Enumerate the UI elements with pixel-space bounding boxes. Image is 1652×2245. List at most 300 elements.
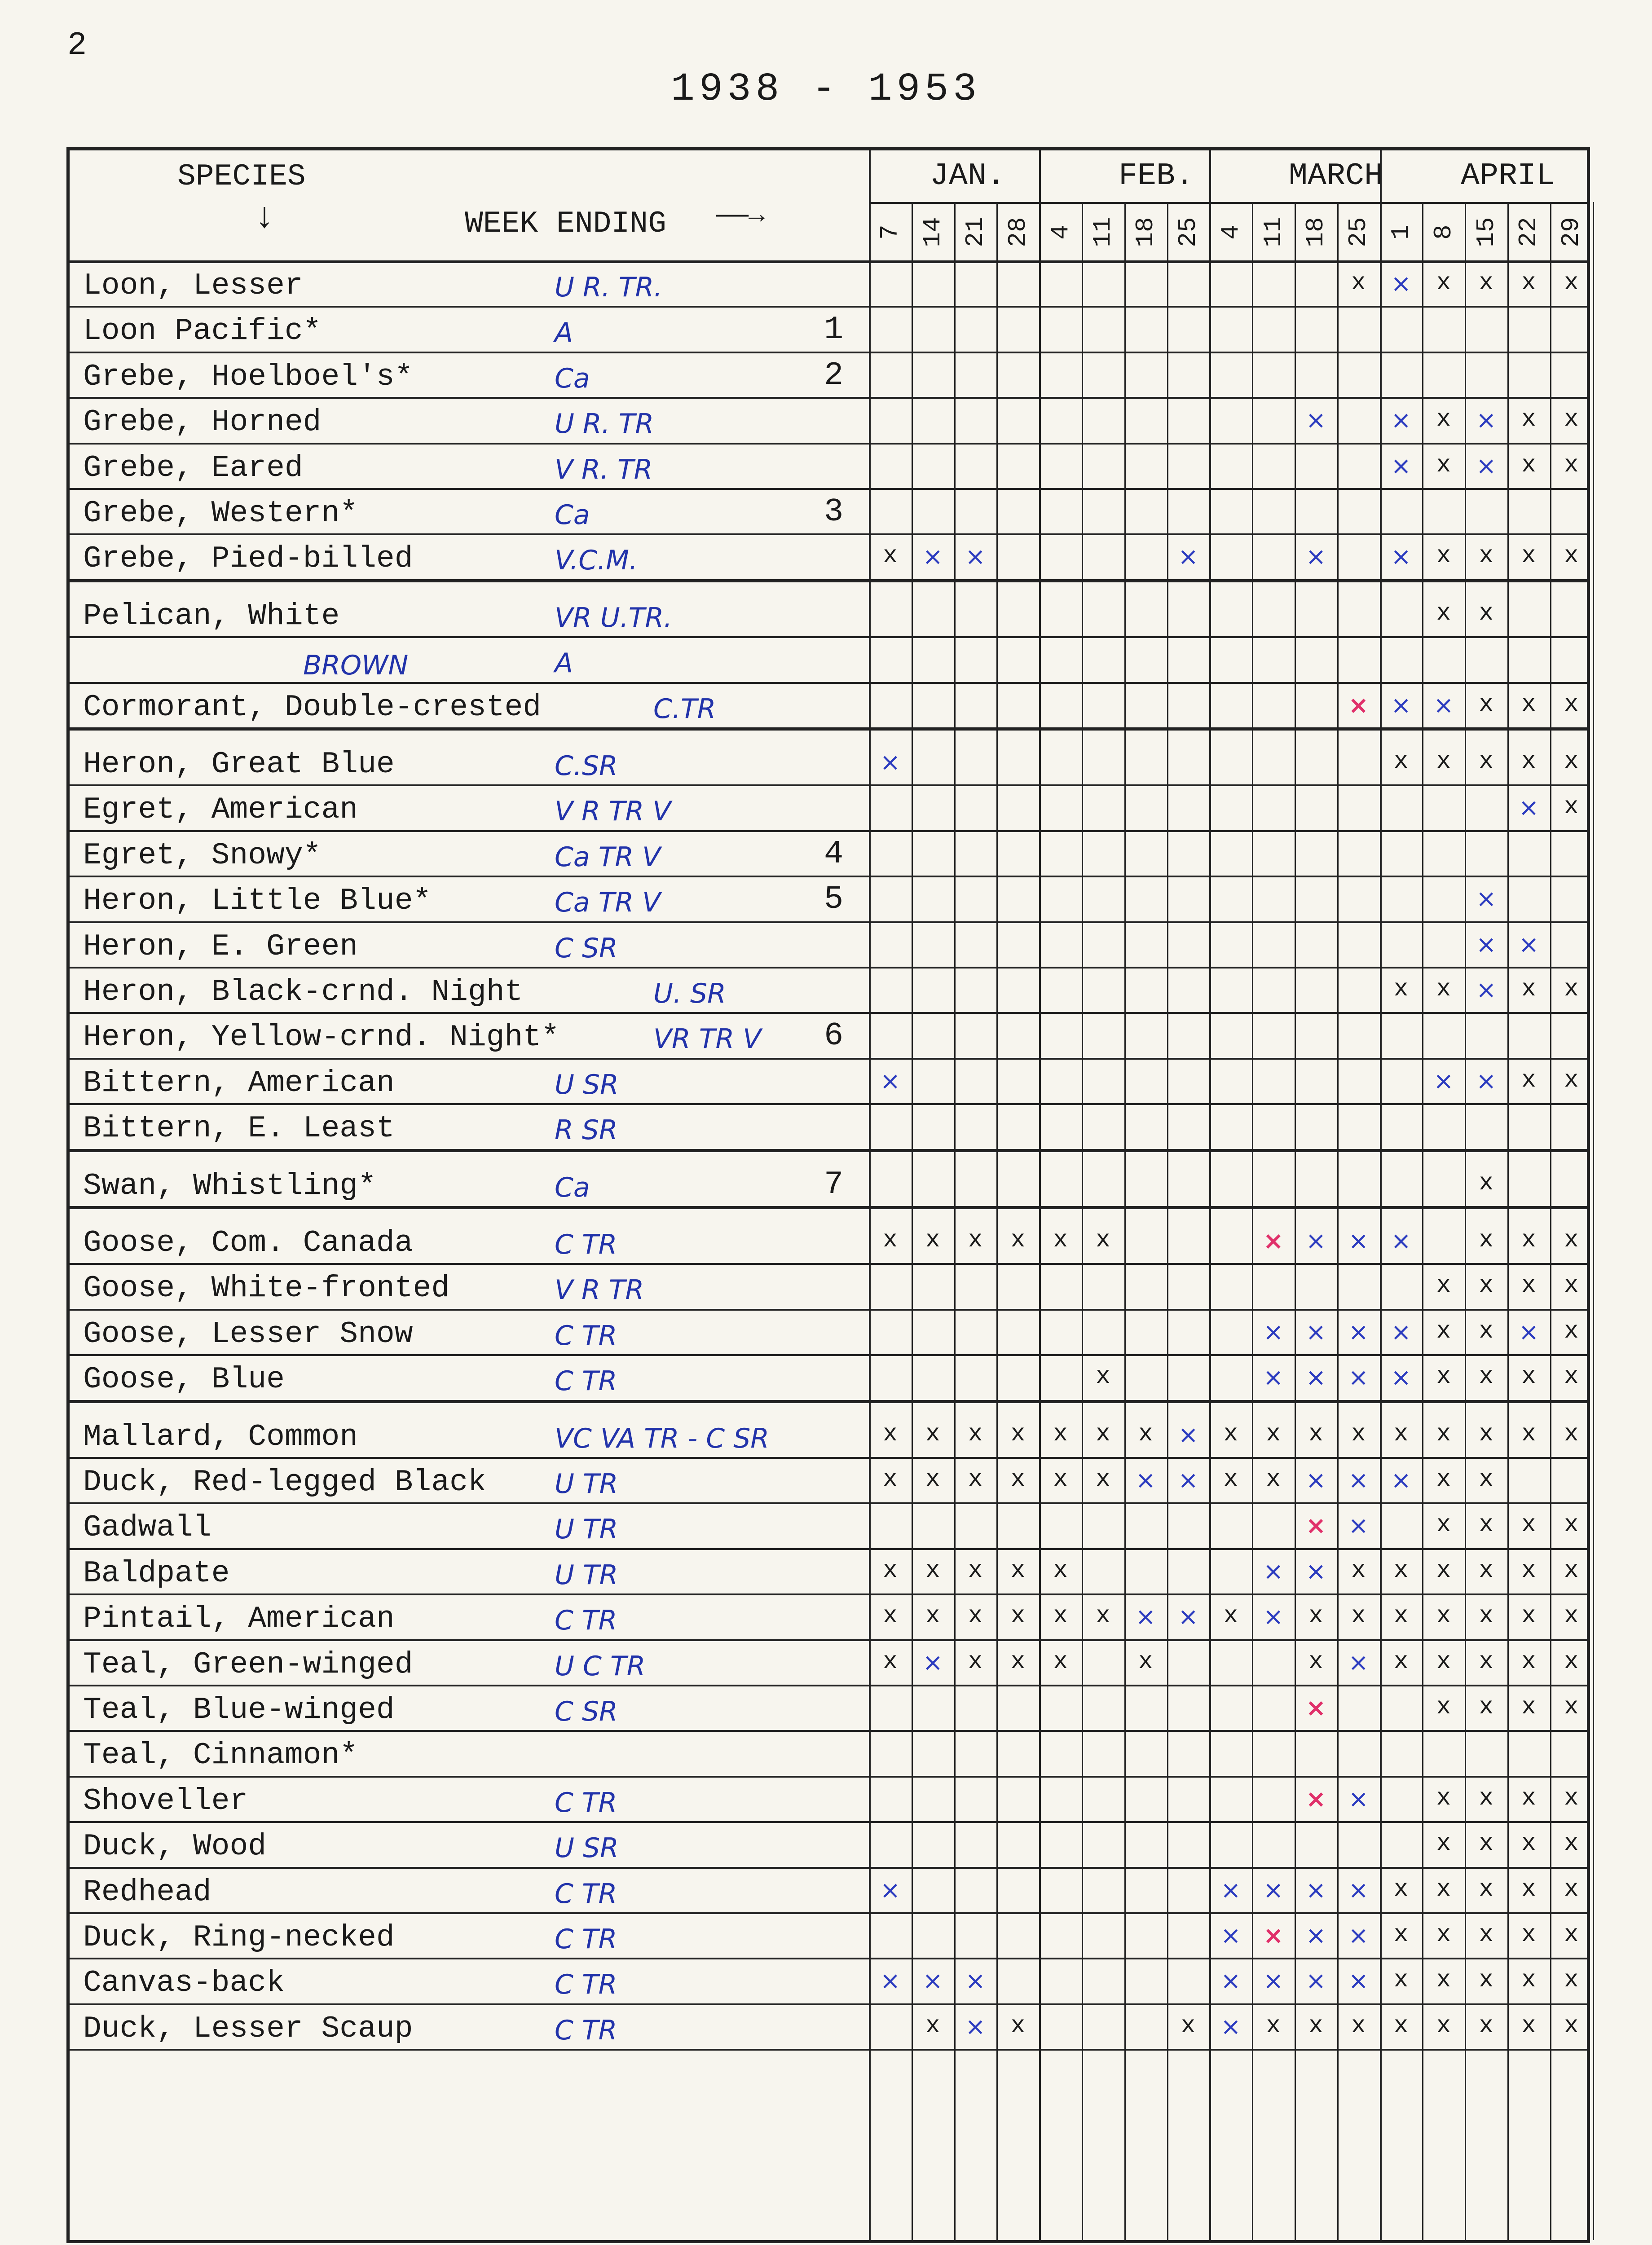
species-row bbox=[70, 1161, 869, 1206]
species-row bbox=[70, 876, 869, 921]
observation-mark: × bbox=[880, 1066, 901, 1095]
species-name: Heron, Yellow-crnd. Night* bbox=[83, 1020, 559, 1055]
observation-mark: x bbox=[1010, 1420, 1026, 1448]
species-row bbox=[70, 682, 869, 727]
week-day-label: 11 bbox=[1259, 217, 1288, 247]
column-divider bbox=[954, 202, 956, 2240]
observation-mark: x bbox=[1564, 1648, 1579, 1676]
observation-mark: x bbox=[968, 1557, 983, 1585]
observation-mark: × bbox=[880, 1875, 901, 1904]
observation-mark: x bbox=[1521, 1066, 1536, 1094]
species-name: Heron, E. Green bbox=[83, 929, 358, 964]
observation-mark: x bbox=[1521, 1648, 1536, 1676]
species-name: Cormorant, Double-crested bbox=[83, 690, 542, 725]
row-divider bbox=[70, 1400, 1587, 1403]
observation-mark: x bbox=[1564, 976, 1579, 1003]
species-name: Gadwall bbox=[83, 1510, 211, 1545]
observation-mark: x bbox=[1393, 976, 1409, 1003]
observation-mark: x bbox=[1308, 2012, 1323, 2040]
observation-mark: x bbox=[1564, 1511, 1579, 1539]
species-status-code: U R. TR. bbox=[555, 272, 663, 303]
species-name: Pelican, White bbox=[83, 599, 340, 634]
observation-mark: x bbox=[1479, 1227, 1493, 1254]
observation-mark: × bbox=[1476, 451, 1497, 480]
observation-mark: x bbox=[1393, 2012, 1409, 2040]
observation-mark: x bbox=[1096, 1363, 1110, 1391]
observation-mark: x bbox=[1564, 1875, 1579, 1903]
observation-mark: × bbox=[1476, 885, 1497, 913]
observation-mark: x bbox=[1564, 542, 1579, 570]
observation-mark: x bbox=[1521, 1830, 1536, 1858]
species-status-code: C TR bbox=[555, 1605, 617, 1637]
observation-mark: × bbox=[1391, 269, 1411, 298]
observation-mark: × bbox=[1305, 1694, 1326, 1722]
species-name: Goose, Lesser Snow bbox=[83, 1316, 413, 1351]
observation-mark: x bbox=[1266, 2012, 1281, 2040]
species-name: Loon Pacific* bbox=[83, 314, 322, 349]
observation-mark: x bbox=[1351, 1557, 1366, 1585]
observation-mark: x bbox=[925, 1602, 940, 1630]
observation-mark: x bbox=[925, 1420, 940, 1448]
species-name: Duck, Lesser Scaup bbox=[83, 2011, 413, 2046]
species-name: Duck, Wood bbox=[83, 1829, 267, 1864]
species-status-code: A bbox=[555, 317, 573, 349]
species-status-code: VR U.TR. bbox=[555, 602, 673, 634]
observation-mark: x bbox=[1521, 1420, 1536, 1448]
observation-mark: x bbox=[1521, 1272, 1536, 1300]
species-name: Loon, Lesser bbox=[83, 269, 303, 303]
week-day-label: 22 bbox=[1514, 217, 1543, 247]
observation-mark: × bbox=[1263, 1967, 1284, 1995]
observation-mark: × bbox=[1220, 1875, 1241, 1904]
observation-mark: x bbox=[968, 1602, 983, 1630]
column-divider bbox=[1167, 202, 1168, 2240]
column-divider bbox=[1082, 202, 1083, 2240]
species-row bbox=[70, 2003, 869, 2049]
observation-mark: x bbox=[1436, 1875, 1451, 1903]
observation-mark: x bbox=[1436, 451, 1451, 479]
column-divider bbox=[1593, 202, 1594, 2240]
observation-mark: × bbox=[1305, 1317, 1326, 1346]
species-status-code: U TR bbox=[555, 1468, 618, 1500]
observation-mark: × bbox=[1305, 1557, 1326, 1585]
observation-mark: x bbox=[968, 1648, 983, 1676]
observation-mark: × bbox=[1305, 1921, 1326, 1950]
observation-mark: x bbox=[1521, 542, 1536, 570]
species-row bbox=[70, 1730, 869, 1775]
observation-mark: x bbox=[1479, 1875, 1493, 1903]
species-row bbox=[70, 352, 869, 397]
observation-mark: x bbox=[1053, 1648, 1068, 1676]
species-row bbox=[70, 830, 869, 876]
week-day-label: 25 bbox=[1344, 217, 1373, 247]
observation-mark: x bbox=[1479, 748, 1493, 775]
observation-mark: x bbox=[883, 1227, 898, 1254]
observation-mark: x bbox=[883, 1648, 898, 1676]
observation-mark: × bbox=[1348, 1317, 1369, 1346]
species-row bbox=[70, 1821, 869, 1866]
observation-mark: × bbox=[965, 2012, 986, 2041]
week-day-label: 14 bbox=[918, 217, 947, 247]
observation-mark: x bbox=[1436, 1921, 1451, 1949]
observation-mark: x bbox=[1521, 976, 1536, 1003]
observation-mark: x bbox=[1096, 1466, 1110, 1493]
month-jan: JAN. bbox=[930, 158, 1006, 194]
observation-mark: x bbox=[1436, 748, 1451, 775]
observation-mark: × bbox=[1348, 1784, 1369, 1813]
species-name: Shoveller bbox=[83, 1783, 248, 1818]
observation-mark: x bbox=[1564, 269, 1579, 297]
species-status-code: Ca bbox=[555, 499, 590, 531]
observation-mark: x bbox=[1436, 1602, 1451, 1630]
species-status-code: V.C.M. bbox=[555, 545, 638, 577]
column-divider bbox=[1039, 150, 1041, 2240]
species-row bbox=[70, 1867, 869, 1912]
species-status-code: C TR bbox=[555, 2014, 617, 2046]
observation-mark: x bbox=[883, 1466, 898, 1493]
species-name: Grebe, Western* bbox=[83, 496, 358, 531]
week-day-label: 8 bbox=[1429, 224, 1458, 240]
observation-mark: x bbox=[1053, 1557, 1068, 1585]
observation-mark: x bbox=[1479, 1420, 1493, 1448]
species-status-code: U TR bbox=[555, 1514, 618, 1545]
month-march: MARCH bbox=[1288, 158, 1383, 194]
species-row bbox=[70, 1309, 869, 1354]
observation-mark: x bbox=[1479, 691, 1493, 718]
observation-mark: x bbox=[1479, 269, 1493, 297]
observation-mark: x bbox=[1479, 1830, 1493, 1858]
footnote-reference: 5 bbox=[824, 881, 844, 918]
species-name: Teal, Cinnamon* bbox=[83, 1738, 358, 1773]
page-title: 1938 - 1953 bbox=[671, 67, 981, 112]
observation-mark: x bbox=[1096, 1602, 1110, 1630]
observation-mark: x bbox=[1436, 1784, 1451, 1812]
observation-mark: × bbox=[1305, 1227, 1326, 1255]
observation-mark: × bbox=[1391, 1466, 1411, 1494]
observation-mark: x bbox=[1010, 1557, 1026, 1585]
week-day-label: 4 bbox=[1046, 224, 1075, 240]
observation-mark: x bbox=[1436, 406, 1451, 434]
species-name: Heron, Little Blue* bbox=[83, 884, 432, 919]
observation-mark: x bbox=[1010, 1466, 1026, 1493]
species-status-code: U SR bbox=[555, 1069, 619, 1100]
week-day-label: 15 bbox=[1471, 217, 1501, 247]
observation-mark: x bbox=[1010, 1648, 1026, 1676]
species-row bbox=[70, 1958, 869, 2003]
observation-mark: x bbox=[1521, 1511, 1536, 1539]
observation-mark: x bbox=[1521, 748, 1536, 775]
observation-mark: x bbox=[1479, 1694, 1493, 1721]
species-status-code: C TR bbox=[555, 1320, 617, 1351]
observation-mark: × bbox=[1391, 1227, 1411, 1255]
observation-mark: x bbox=[1096, 1420, 1110, 1448]
observation-mark: x bbox=[1564, 793, 1579, 821]
observation-mark: x bbox=[925, 1466, 940, 1493]
species-name: BROWN bbox=[303, 650, 409, 682]
species-row bbox=[70, 1594, 869, 1639]
observation-mark: × bbox=[1391, 406, 1411, 435]
observation-mark: x bbox=[1436, 1694, 1451, 1721]
observation-mark: × bbox=[1263, 1921, 1284, 1950]
observation-mark: x bbox=[1393, 1557, 1409, 1585]
observation-mark: x bbox=[1521, 406, 1536, 434]
row-divider bbox=[70, 727, 1587, 731]
species-name: Duck, Ring-necked bbox=[83, 1920, 395, 1955]
species-status-code: C TR bbox=[555, 1969, 617, 2001]
observation-mark: x bbox=[1479, 1921, 1493, 1949]
observation-mark: × bbox=[1348, 1227, 1369, 1255]
observation-mark: x bbox=[1393, 1875, 1409, 1903]
down-arrow-icon: ↓ bbox=[254, 198, 276, 238]
observation-mark: × bbox=[1220, 1967, 1241, 1995]
observation-mark: x bbox=[1479, 1557, 1493, 1585]
observation-mark: x bbox=[1436, 1648, 1451, 1676]
species-name: Redhead bbox=[83, 1875, 211, 1910]
observation-mark: x bbox=[925, 1557, 940, 1585]
species-row bbox=[70, 739, 869, 784]
observation-mark: x bbox=[1436, 976, 1451, 1003]
species-name: Goose, Com. Canada bbox=[83, 1226, 413, 1260]
observation-mark: x bbox=[1521, 691, 1536, 718]
species-row bbox=[70, 533, 869, 579]
observation-mark: x bbox=[1053, 1420, 1068, 1448]
week-ending-header: WEEK ENDING bbox=[465, 207, 666, 241]
species-row bbox=[70, 967, 869, 1012]
observation-mark: x bbox=[883, 1420, 898, 1448]
species-name: Heron, Great Blue bbox=[83, 747, 395, 782]
observation-mark: x bbox=[1393, 748, 1409, 775]
week-day-label: 4 bbox=[1216, 224, 1245, 240]
observation-mark: x bbox=[1564, 1830, 1579, 1858]
observation-mark: × bbox=[1305, 1967, 1326, 1995]
observation-mark: x bbox=[1521, 1784, 1536, 1812]
observation-mark: × bbox=[1135, 1602, 1156, 1631]
species-status-code: Ca bbox=[555, 362, 590, 394]
observation-mark: × bbox=[1305, 1511, 1326, 1540]
observation-mark: x bbox=[1351, 1420, 1366, 1448]
observation-mark: × bbox=[1220, 2012, 1241, 2041]
observation-mark: x bbox=[1096, 1227, 1110, 1254]
species-name: Mallard, Common bbox=[83, 1419, 358, 1454]
observation-mark: x bbox=[1521, 1921, 1536, 1949]
observation-mark: × bbox=[1305, 1784, 1326, 1813]
observation-mark: x bbox=[1436, 599, 1451, 627]
column-divider bbox=[996, 202, 998, 2240]
observation-mark: x bbox=[1436, 1272, 1451, 1300]
observation-mark: x bbox=[1436, 1317, 1451, 1345]
observation-mark: x bbox=[968, 1227, 983, 1254]
observation-mark: x bbox=[1436, 542, 1451, 570]
observation-mark: × bbox=[1263, 1363, 1284, 1392]
species-name: Heron, Black-crnd. Night bbox=[83, 975, 523, 1009]
observation-mark: x bbox=[1479, 1648, 1493, 1676]
week-day-label: 11 bbox=[1088, 217, 1118, 247]
observation-mark: × bbox=[1305, 542, 1326, 571]
species-row bbox=[70, 488, 869, 533]
species-status-code: U TR bbox=[555, 1559, 618, 1591]
observation-mark: x bbox=[1521, 2012, 1536, 2040]
footnote-reference: 6 bbox=[824, 1017, 844, 1055]
observation-mark: x bbox=[1266, 1466, 1281, 1493]
observation-mark: x bbox=[1479, 1784, 1493, 1812]
species-status-code: C.SR bbox=[555, 750, 618, 782]
species-row bbox=[70, 1548, 869, 1594]
species-row bbox=[70, 1457, 869, 1502]
observation-mark: x bbox=[1564, 748, 1579, 775]
observation-mark: x bbox=[1564, 1420, 1579, 1448]
observation-mark: × bbox=[1178, 1466, 1198, 1494]
species-header: SPECIES bbox=[177, 159, 306, 194]
observation-mark: x bbox=[1564, 1602, 1579, 1630]
observation-mark: × bbox=[965, 542, 986, 571]
species-status-code: Ca TR V bbox=[555, 887, 661, 919]
observation-mark: × bbox=[1135, 1466, 1156, 1494]
observation-mark: x bbox=[925, 2012, 940, 2040]
observation-mark: x bbox=[1223, 1420, 1238, 1448]
week-day-label: 18 bbox=[1131, 217, 1160, 247]
species-name: Bittern, American bbox=[83, 1065, 395, 1100]
observation-mark: × bbox=[1263, 1602, 1284, 1631]
species-name: Duck, Red-legged Black bbox=[83, 1465, 486, 1500]
observation-mark: x bbox=[1479, 1272, 1493, 1300]
observation-mark: × bbox=[1178, 542, 1198, 571]
observation-mark: x bbox=[1308, 1602, 1323, 1630]
species-name: Teal, Blue-winged bbox=[83, 1693, 395, 1727]
observation-mark: x bbox=[1564, 451, 1579, 479]
species-status-code: C TR bbox=[555, 1878, 617, 1910]
species-status-code: R SR bbox=[555, 1114, 618, 1146]
observation-mark: × bbox=[1263, 1317, 1284, 1346]
week-arrow-icon: ——→ bbox=[716, 201, 765, 231]
observation-mark: x bbox=[1436, 1511, 1451, 1539]
observation-mark: × bbox=[1263, 1227, 1284, 1255]
observation-mark: x bbox=[1138, 1420, 1153, 1448]
species-name: Egret, American bbox=[83, 792, 358, 828]
observation-mark: x bbox=[1181, 2012, 1196, 2040]
observation-mark: x bbox=[1436, 269, 1451, 297]
observation-mark: x bbox=[1521, 1967, 1536, 1994]
observation-mark: × bbox=[1178, 1602, 1198, 1631]
observation-mark: × bbox=[1433, 691, 1454, 719]
observation-mark: x bbox=[1393, 1420, 1409, 1448]
species-row bbox=[70, 921, 869, 967]
observation-mark: x bbox=[1564, 1272, 1579, 1300]
observation-mark: x bbox=[1479, 1317, 1493, 1345]
species-row bbox=[70, 1502, 869, 1548]
species-row bbox=[70, 1639, 869, 1685]
observation-mark: × bbox=[965, 1967, 986, 1995]
observation-mark: × bbox=[1476, 976, 1497, 1004]
observation-mark: × bbox=[1348, 691, 1369, 719]
footnote-reference: 4 bbox=[824, 835, 844, 872]
observation-mark: x bbox=[1351, 2012, 1366, 2040]
observation-mark: x bbox=[1479, 599, 1493, 627]
species-status-code: V R TR bbox=[555, 1274, 644, 1306]
species-status-code: V R TR V bbox=[555, 796, 671, 828]
species-name: Goose, White-fronted bbox=[83, 1271, 450, 1306]
footnote-reference: 7 bbox=[824, 1166, 844, 1203]
observation-mark: x bbox=[1564, 1784, 1579, 1812]
observation-mark: x bbox=[1010, 1602, 1026, 1630]
species-row bbox=[70, 636, 869, 682]
observation-mark: x bbox=[1564, 691, 1579, 718]
species-row bbox=[70, 260, 869, 306]
observation-mark: x bbox=[1521, 1694, 1536, 1721]
observation-mark: x bbox=[1564, 1317, 1579, 1345]
observation-mark: x bbox=[968, 1420, 983, 1448]
observation-mark: x bbox=[1564, 1694, 1579, 1721]
observation-mark: × bbox=[1263, 1557, 1284, 1585]
observation-mark: × bbox=[1178, 1420, 1198, 1449]
species-status-code: Ca bbox=[555, 1171, 590, 1203]
species-name: Grebe, Horned bbox=[83, 405, 322, 440]
species-status-code: V R. TR bbox=[555, 453, 653, 485]
observation-mark: x bbox=[1564, 2012, 1579, 2040]
species-row bbox=[70, 1412, 869, 1457]
observation-mark: × bbox=[922, 1648, 943, 1677]
observation-mark: × bbox=[1305, 1875, 1326, 1904]
week-day-label: 7 bbox=[876, 224, 905, 240]
observation-mark: x bbox=[1436, 1363, 1451, 1391]
observation-mark: x bbox=[1479, 1169, 1493, 1197]
observation-mark: × bbox=[1391, 542, 1411, 571]
observation-mark: x bbox=[1521, 1363, 1536, 1391]
week-day-label: 18 bbox=[1301, 217, 1330, 247]
observation-mark: x bbox=[1010, 1227, 1026, 1254]
observation-mark: × bbox=[1433, 1066, 1454, 1095]
observation-mark: × bbox=[880, 748, 901, 776]
observation-mark: × bbox=[1220, 1921, 1241, 1950]
observation-mark: x bbox=[1393, 1602, 1409, 1630]
species-status-code: C TR bbox=[555, 1787, 617, 1818]
observation-mark: x bbox=[1393, 1648, 1409, 1676]
species-row bbox=[70, 1103, 869, 1149]
species-row bbox=[70, 784, 869, 830]
observation-mark: x bbox=[1479, 1967, 1493, 1994]
row-divider bbox=[70, 1206, 1587, 1209]
observation-mark: × bbox=[1391, 691, 1411, 719]
observation-mark: × bbox=[1348, 1466, 1369, 1494]
observation-mark: x bbox=[1308, 1420, 1323, 1448]
observation-mark: x bbox=[1479, 1602, 1493, 1630]
week-day-label: 1 bbox=[1387, 224, 1415, 240]
species-status-code: U R. TR bbox=[555, 408, 654, 440]
species-name: Grebe, Hoelboel's* bbox=[83, 359, 413, 394]
observation-mark: × bbox=[1518, 793, 1539, 822]
observation-mark: x bbox=[1393, 1921, 1409, 1949]
observation-mark: × bbox=[1348, 1875, 1369, 1904]
species-status-code: C SR bbox=[555, 932, 618, 964]
observation-mark: x bbox=[1436, 1466, 1451, 1493]
species-status-code: C SR bbox=[555, 1696, 618, 1727]
species-name: Goose, Blue bbox=[83, 1362, 285, 1397]
species-status-code: U. SR bbox=[653, 978, 726, 1009]
species-status-code: VC VA TR - C SR bbox=[555, 1422, 769, 1454]
footnote-reference: 1 bbox=[824, 311, 844, 348]
observation-mark: x bbox=[1521, 269, 1536, 297]
observation-mark: × bbox=[1476, 1066, 1497, 1095]
column-divider bbox=[1124, 202, 1126, 2240]
observation-mark: x bbox=[1564, 1227, 1579, 1254]
month-april: APRIL bbox=[1460, 158, 1555, 194]
observation-mark: x bbox=[1564, 1921, 1579, 1949]
observation-mark: x bbox=[1053, 1466, 1068, 1493]
species-status-code: VR TR V bbox=[653, 1023, 762, 1055]
observation-mark: × bbox=[1476, 930, 1497, 959]
row-divider bbox=[70, 579, 1587, 582]
observation-mark: × bbox=[1391, 1317, 1411, 1346]
species-status-code: C TR bbox=[555, 1229, 617, 1260]
